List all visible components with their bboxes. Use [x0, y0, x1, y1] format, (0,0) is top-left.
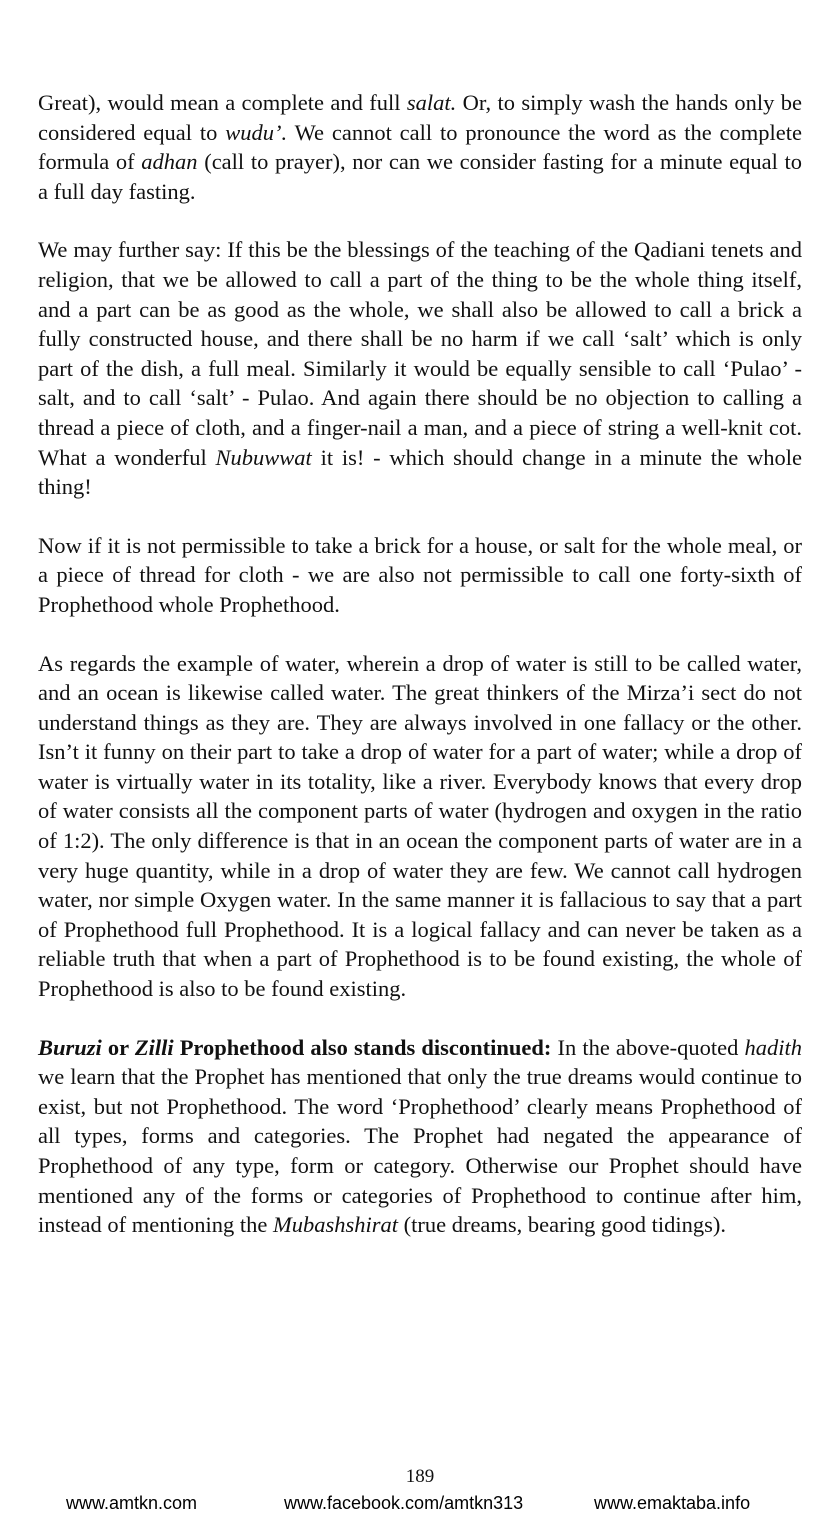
text-run: As regards the example of water, wherein a drop of water is still to be called water, and an ocean is likewise called water. The great thinkers of the Mirza’i sect do not understand things as they are. They are always involved in one fallacy or the other. Isn’t it funny on their part to take a drop of water for a part of water; while a drop of water is virtually water in its totality, like a river. Everybody knows that every drop of water consists all the component parts of water (hydrogen and oxygen in the ratio of 1:2). The only difference is that in an ocean the component parts of water are in a very huge quantity, while in a drop of water they are few. We cannot call hydrogen water, nor simple Oxygen water. In the same manner it is fallacious to say that a part of Prophethood full Prophethood. It is a logical fallacy and can never be taken as a reliable truth that when a part of Prophethood is to be found existing, the whole of Prophethood is also to be found existing. — [38, 650, 802, 1002]
footer-link-facebook[interactable]: www.facebook.com/amtkn313 — [284, 1493, 524, 1513]
paragraph — [38, 88, 802, 206]
paragraph — [38, 1033, 802, 1240]
paragraph — [38, 235, 802, 501]
emphasized-text: salat. — [406, 90, 457, 115]
text-run: Now if it is not permissible to take a brick for a house, or salt for the whole meal, or a piece of thread for cloth - we are also not permissible to call one forty-sixth of Prophethood whole Prophethood. — [38, 532, 802, 617]
footer-link-emaktaba[interactable]: www.emaktaba.info — [594, 1493, 751, 1513]
footer-link-amtkn[interactable]: www.amtkn.com — [66, 1493, 198, 1513]
body-text — [38, 88, 802, 1240]
emphasized-text: Buruzi — [38, 1034, 102, 1060]
text-run: In the above-quoted — [551, 1034, 745, 1060]
text-run: We cannot call to pronounce the word as the complete formula of — [38, 119, 803, 175]
emphasized-text: or — [101, 1034, 135, 1060]
paragraph — [38, 531, 802, 620]
emphasized-text: wudu’. — [225, 119, 288, 145]
text-run: Or, to simply wash the hands only be considered equal to — [38, 90, 802, 145]
emphasized-text: Nubuwwat — [215, 444, 312, 470]
emphasized-text: Mubashshirat — [272, 1212, 398, 1238]
emphasized-text: hadith — [744, 1034, 802, 1060]
text-run: it is! - which should change in a minute the whole thing! — [38, 444, 802, 500]
text-run: We may further say: If this be the blessings of the teaching of the Qadiani tenets and religion, that we be allowed to call a part of the thing to be the whole thing itself, and a part can be as good as the whole, we shall also be allowed to call a brick a fully constructed house, and there shall be no harm if we call ‘salt’ which is only part of the dish, a full meal. Similarly it would be equally sensible to call ‘Pulao’ - salt, and to call ‘salt’ - Pulao. And again there should be no objection to calling a thread a piece of cloth, and a finger-nail a man, and a piece of string a well-knit cot. What a wonderful — [38, 237, 802, 470]
paragraph — [38, 649, 802, 1004]
text-run: Great), would mean a complete and full — [38, 90, 407, 115]
text-run: we learn that the Prophet has mentioned that only the true dreams would continue to exist, but not Prophethood. The word ‘Prophethood’ clearly means Prophethood of all types, forms and categories. The Prophet had negated the appearance of Prophethood of any type, form or category. Otherwise our Prophet should have mentioned any of the forms or categories of Prophethood to continue after him, instead of mentioning the — [38, 1064, 802, 1238]
emphasized-text: Prophethood also stands discontinued: — [173, 1034, 552, 1060]
emphasized-text: Zilli — [134, 1034, 174, 1060]
page-number: 189 — [405, 1466, 435, 1487]
text-run: (call to prayer), nor can we consider fasting for a minute equal to a full day fasting. — [38, 149, 803, 204]
emphasized-text: adhan — [141, 149, 198, 175]
text-run: (true dreams, bearing good tidings). — [397, 1212, 727, 1238]
